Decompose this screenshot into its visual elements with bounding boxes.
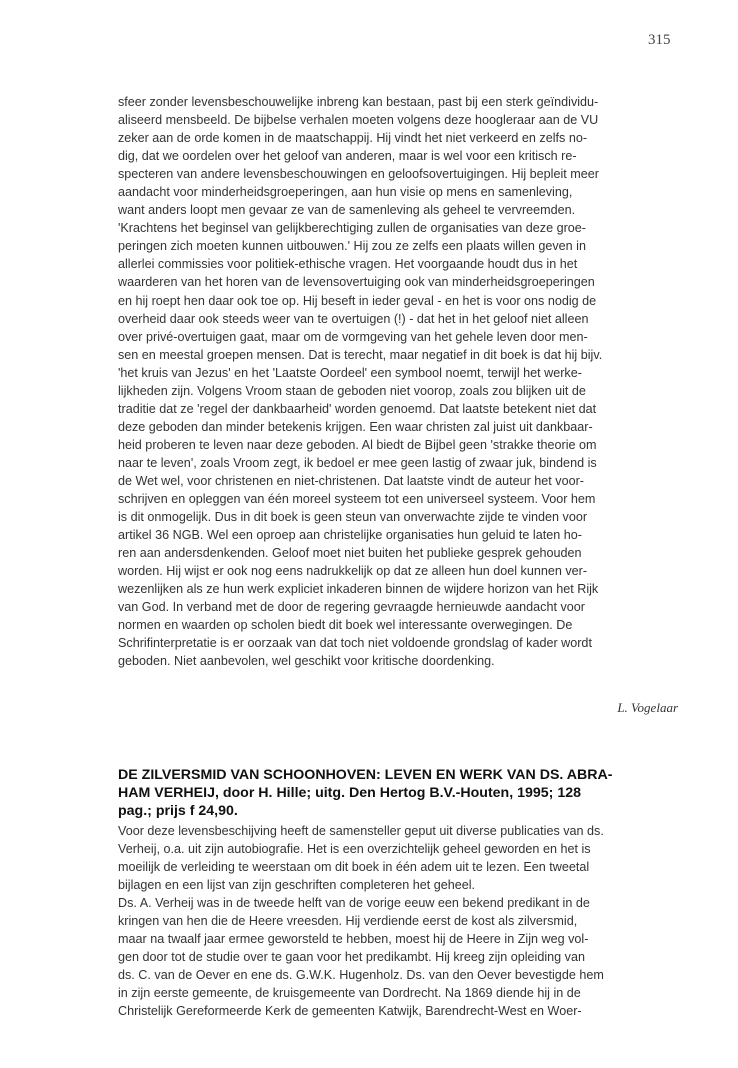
title-line: pag.; prijs f 24,90.	[118, 803, 238, 819]
text-line: specteren van andere levensbeschouwingen en geloofsovertuigingen. Hij bepleit meer	[118, 167, 599, 182]
text-line: worden. Hij wijst er ook nog eens nadrukkelijk op dat ze alleen hun doel kunnen ver-	[118, 564, 588, 579]
review-continued-text	[118, 93, 678, 671]
text-line: heid proberen te leven naar deze geboden. Al biedt de Bijbel geen 'strakke theorie om	[118, 437, 597, 452]
text-line: dig, dat we oordelen over het geloof van anderen, maar is wel voor een kritisch re-	[118, 149, 577, 164]
text-line: naar te leven', zoals Vroom zegt, ik bedoel er mee geen lastig of zwaar juk, bindend is	[118, 455, 597, 470]
review-body-text	[118, 822, 678, 1021]
text-line: aliseerd mensbeeld. De bijbelse verhalen moeten volgens deze hoogleraar aan de VU	[118, 113, 599, 128]
text-line: sen en meestal groepen mensen. Dat is terecht, maar negatief in dit boek is dat hij bijv.	[118, 347, 603, 362]
text-line: Ds. A. Verheij was in de tweede helft van de vorige eeuw een bekend predikant in de	[118, 896, 590, 911]
text-line: artikel 36 NGB. Wel een oproep aan christelijke organisaties hun geluid te laten ho-	[118, 528, 582, 543]
text-line: in zijn eerste gemeente, de kruisgemeente van Dordrecht. Na 1869 diende hij in de	[118, 986, 581, 1001]
text-line: lijkheden zijn. Volgens Vroom staan de geboden niet voorop, zoals zou blijken uit de	[118, 383, 586, 398]
text-line: bijlagen en een lijst van zijn geschriften completeren het geheel.	[118, 878, 476, 893]
reviewer-signature: L. Vogelaar	[617, 700, 678, 715]
review-title	[118, 766, 678, 820]
text-line: schrijven en opleggen van één moreel systeem tot een universeel systeem. Voor hem	[118, 492, 596, 507]
text-line: gen door tot de studie over te gaan voor het predikambt. Hij kreeg zijn opleiding van	[118, 950, 585, 965]
text-line: van God. In verband met de door de regering gevraagde hernieuwde aandacht voor	[118, 600, 585, 615]
text-line: sfeer zonder levensbeschouwelijke inbreng kan bestaan, past bij een sterk geïndividu-	[118, 95, 599, 109]
text-line: want anders loopt men gevaar ze van de samenleving als geheel te vervreemden.	[118, 203, 576, 218]
page-number: 315	[648, 32, 671, 48]
text-line: peringen zich moeten kunnen uitbouwen.' Hij zou ze zelfs een plaats willen geven in	[118, 239, 586, 254]
text-line: allerlei commissies voor politiek-ethische vragen. Het voorgaande houdt dus in het	[118, 257, 578, 272]
text-line: wezenlijken als ze hun werk expliciet inkaderen binnen de wijdere horizon van het Rijk	[118, 582, 599, 597]
text-line: over privé-overtuigen gaat, maar om de vormgeving van het gehele leven door men-	[118, 329, 588, 344]
text-line: traditie dat ze 'regel der dankbaarheid' worden genoemd. Dat laatste betekent niet dat	[118, 401, 597, 416]
text-line: is dit onmogelijk. Dus in dit boek is geen steun van onverwachte zijde te vinden voor	[118, 510, 588, 525]
text-line: zeker aan de orde komen in de maatschappij. Hij vindt het niet verkeerd en zelfs no-	[118, 131, 588, 146]
text-line: kringen van hen die de Heere vreesden. Hij verdiende eerst de kost als zilversmid,	[118, 914, 578, 929]
text-line: de Wet wel, voor christenen en niet-christenen. Dat laatste vindt de auteur het voor-	[118, 473, 584, 488]
text-line: Schrifinterpretatie is er oorzaak van dat toch niet voldoende grondslag of kader wordt	[118, 636, 592, 651]
text-line: aandacht voor minderheidsgroeperingen, aan hun visie op mens en samenleving,	[118, 185, 573, 200]
text-line: 'Krachtens het beginsel van gelijkberechtiging zullen de organisaties van deze groe-	[118, 221, 586, 236]
text-line: maar na twaalf jaar ermee geworsteld te hebben, moest hij de Heere in Zijn weg vol-	[118, 932, 589, 947]
text-line: ren aan andersdenkenden. Geloof moet niet buiten het publieke gesprek gehouden	[118, 546, 582, 561]
text-line: Christelijk Gereformeerde Kerk de gemeenten Katwijk, Barendrecht-West en Woer-	[118, 1004, 582, 1019]
title-line: DE ZILVERSMID VAN SCHOONHOVEN: LEVEN EN WERK VAN DS. ABRA-	[118, 767, 613, 783]
text-line: en hij roept hen daar ook toe op. Hij beseft in ieder geval - en het is voor ons nodig de	[118, 293, 597, 308]
text-line: Voor deze levensbeschijving heeft de samensteller geput uit diverse publicaties van ds.	[118, 824, 604, 838]
text-line: geboden. Niet aanbevolen, wel geschikt voor kritische doordenking.	[118, 654, 495, 669]
text-line: overheid daar ook steeds weer van te overtuigen (!) - dat het in het geloof niet alleen	[118, 311, 589, 326]
text-line: 'het kruis van Jezus' en het 'Laatste Oordeel' een symbool noemt, terwijl het werke-	[118, 365, 582, 380]
text-line: deze geboden dan minder betekenis krijgen. Een waar christen zal juist uit dankbaar-	[118, 419, 593, 434]
text-line: normen en waarden op scholen biedt dit boek wel interessante overwegingen. De	[118, 618, 573, 633]
text-line: moeilijk de verleiding te weerstaan om dit boek in één adem uit te lezen. Een tweetal	[118, 860, 590, 875]
text-line: waarderen van het horen van de levensovertuiging ook van minderheidsgroeperingen	[118, 275, 595, 290]
text-line: ds. C. van de Oever en ene ds. G.W.K. Hugenholz. Ds. van den Oever bevestigde hem	[118, 968, 604, 983]
text-line: Verheij, o.a. uit zijn autobiografie. Het is een overzichtelijk geheel geworden en het is	[118, 842, 591, 857]
title-line: HAM VERHEIJ, door H. Hille; uitg. Den Hertog B.V.-Houten, 1995; 128	[118, 785, 582, 801]
